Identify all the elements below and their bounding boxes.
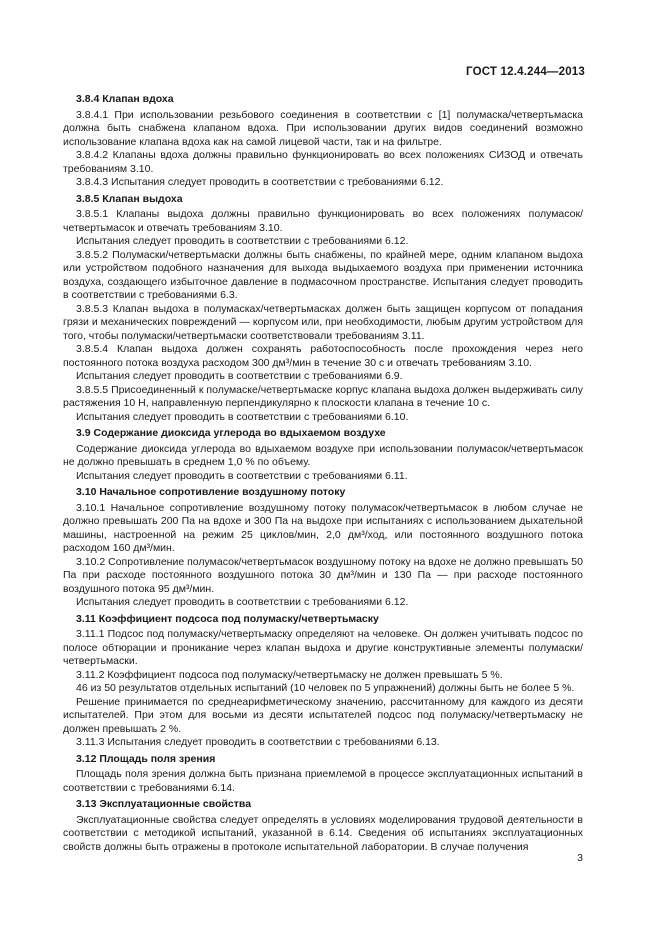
paragraph: Содержание диоксида углерода во вдыхаемом воздухе при использовании полумасок/четвертьмасок не должно превышать в среднем 1,0 % по объему. bbox=[63, 442, 583, 468]
section-heading: 3.12 Площадь поля зрения bbox=[76, 752, 216, 765]
section-heading: 3.9 Содержание диоксида углерода во вдыхаемом воздухе bbox=[76, 427, 386, 439]
paragraph: 3.8.4.3 Испытания следует проводить в соответствии с требованиями 6.12. bbox=[76, 176, 444, 188]
paragraph: Испытания следует проводить в соответствии с требованиями 6.11. bbox=[76, 469, 408, 482]
paragraph: Эксплуатационные свойства следует определять в условиях моделирования трудовой деятельности в соответствии с методикой испытаний, указанной в 6.14. Сведения об испытаниях эксплуатационных свойств должны быть отражены в протоколе испытательной лаборатории. В случае получения bbox=[63, 813, 583, 853]
section-heading: 3.10 Начальное сопротивление воздушному потоку bbox=[76, 486, 346, 498]
section-heading: 3.11 Коэффициент подсоса под полумаску/четвертьмаску bbox=[76, 612, 379, 625]
page-number: 3 bbox=[577, 852, 583, 864]
paragraph: Испытания следует проводить в соответствии с требованиями 6.9. bbox=[76, 370, 403, 382]
paragraph: 3.8.4.1 При использовании резьбового соединения в соответствии с [1] полумаска/четвертьмаска должна быть снабжена клапаном вдоха. При использовании других видов соединений возможно использование клапана вдоха как на самой лицевой части, так и на фильтре. bbox=[63, 108, 583, 148]
section-heading: 3.13 Эксплуатационные свойства bbox=[76, 798, 252, 810]
paragraph: 3.8.5.4 Клапан выдоха должен сохранять работоспособность после прохождения через него постоянного потока воздуха расходом 300 дм³/мин в течение 30 с и отвечать требованиям 3.10. bbox=[63, 343, 583, 369]
document-header: ГОСТ 12.4.244—2013 bbox=[466, 66, 585, 78]
paragraph: 3.8.4.2 Клапаны вдоха должны правильно функционировать во всех положениях СИЗОД и отвечать требованиям 3.10. bbox=[63, 149, 583, 175]
paragraph: 3.10.1 Начальное сопротивление воздушному потоку полумасок/четвертьмасок в любом случае не должно превышать 200 Па на вдохе и 300 Па на выдохе при испытаниях с использованием дыхательной машины, настроенной на режим 25 циклов/мин, 2,0 дм³/ход, или постоянного воздушного потока расходом 160 дм³/мин. bbox=[63, 501, 583, 554]
paragraph: 46 из 50 результатов отдельных испытаний (10 человек по 5 упражнений) должны быть не более 5 %. bbox=[76, 682, 575, 694]
paragraph: Испытания следует проводить в соответствии с требованиями 6.12. bbox=[76, 596, 409, 608]
paragraph: Решение принимается по среднеарифметическому значению, рассчитанному для каждого из десяти испытателей. При этом для восьми из десяти испытателей подсос под полумаску/четвертьмаску не должен превышать 2 %. bbox=[63, 695, 583, 735]
paragraph: 3.10.2 Сопротивление полумасок/четвертьмасок воздушному потоку на вдохе не должно превышать 50 Па при расходе постоянного воздушного потока 30 дм³/мин и 130 Па — при расходе постоянного воздушного потока 95 дм³/мин. bbox=[63, 555, 583, 595]
paragraph: Площадь поля зрения должна быть признана приемлемой в процессе эксплуатационных испытаний в соответствии с требованиями 6.14. bbox=[63, 768, 583, 794]
paragraph: 3.11.2 Коэффициент подсоса под полумаску/четвертьмаску не должен превышать 5 %. bbox=[76, 668, 503, 681]
paragraph: 3.11.3 Испытания следует проводить в соответствии с требованиями 6.13. bbox=[76, 736, 440, 748]
paragraph: 3.11.1 Подсос под полумаску/четвертьмаску определяют на человеке. Он должен учитывать подсос по полосе обтюрации и проникание через клапан выдоха и другие конструктивные элементы полумаски/четвертьмаски. bbox=[63, 628, 583, 667]
paragraph: 3.8.5.1 Клапаны выдоха должны правильно функционировать во всех положениях полумасок/четвертьмасок и отвечать требованиям 3.10. bbox=[63, 208, 583, 234]
paragraph: 3.8.5.2 Полумаски/четвертьмаски должны быть снабжены, по крайней мере, одним клапаном выдоха или устройством подобного назначения для выхода выдыхаемого воздуха при применении источника воздуха, создающего избыточное давление в подмасочном пространстве. Испытания следует проводить в соответствии с требованиями 6.3. bbox=[63, 248, 583, 301]
document-body bbox=[63, 90, 583, 854]
paragraph: 3.8.5.5 Присоединенный к полумаске/четвертьмаске корпус клапана выдоха должен выдерживать силу растяжения 10 Н, направленную перпендикулярно к плоскости клапана в течение 10 с. bbox=[63, 383, 583, 409]
paragraph: 3.8.5.3 Клапан выдоха в полумасках/четвертьмасках должен быть защищен корпусом от попадания грязи и механических повреждений — корпусом или, при необходимости, любым другим устройством для того, чтобы полумаски/четвертьмаски соответствовали требованиям 3.11. bbox=[63, 302, 583, 342]
section-heading: 3.8.5 Клапан выдоха bbox=[76, 192, 183, 205]
paragraph: Испытания следует проводить в соответствии с требованиями 6.10. bbox=[76, 410, 409, 423]
section-heading: 3.8.4 Клапан вдоха bbox=[76, 93, 174, 105]
paragraph: Испытания следует проводить в соответствии с требованиями 6.12. bbox=[76, 235, 409, 247]
